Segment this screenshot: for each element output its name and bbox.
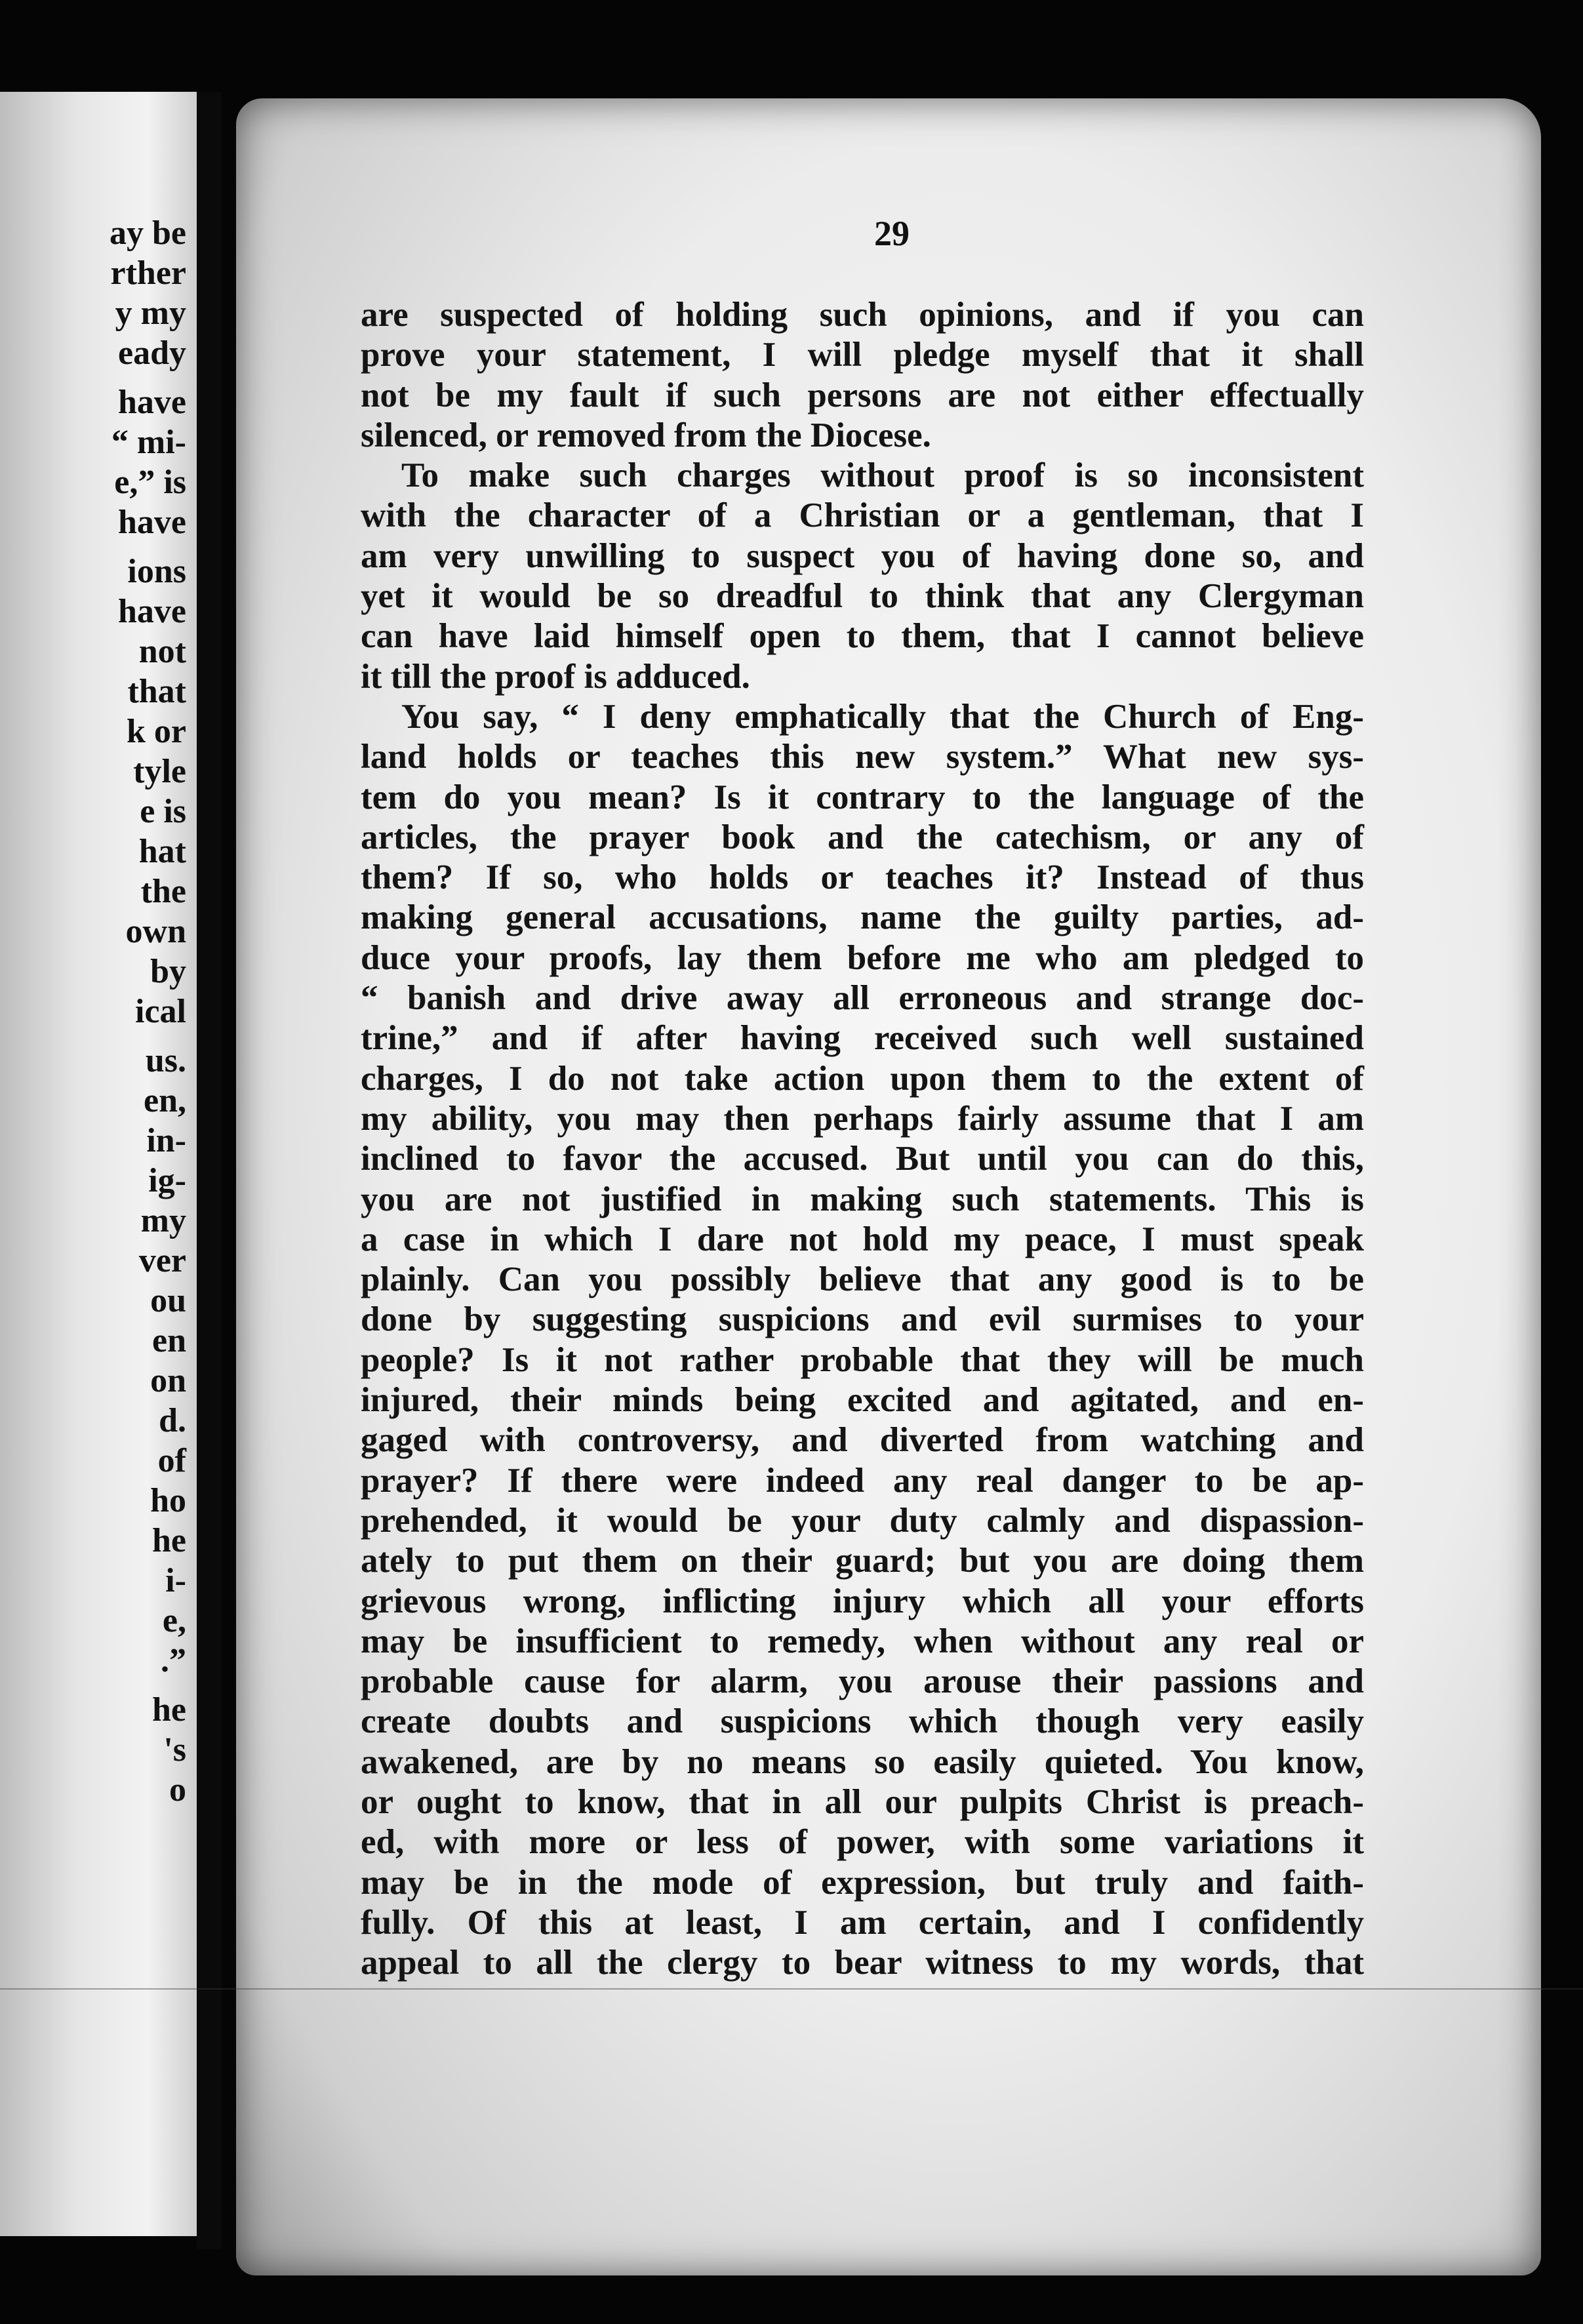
text-line: plainly. Can you possibly believe that any good is to be [361,1260,1364,1299]
text-line: To make such charges without proof is so inconsistent [401,456,1364,495]
text-line: am very unwilling to suspect you of having done so, and [361,536,1364,575]
left-page-text-fragment: he [152,1522,186,1559]
left-page-text-fragment: my [140,1202,186,1239]
left-page-text-fragment: .” [161,1642,186,1679]
left-page-text-fragment: not [138,633,186,670]
text-line: injured, their minds being excited and agitated, and en- [361,1381,1364,1420]
page-number: 29 [874,214,910,253]
text-line: land holds or teaches this new system.” What new sys- [361,738,1364,776]
left-page-text-fragment: ver [138,1242,186,1279]
left-page-text-fragment: have [118,593,186,630]
text-line: are suspected of holding such opinions, and if you can [361,296,1364,334]
text-line: done by suggesting suspicions and evil surmises to your [361,1300,1364,1339]
text-line: with the character of a Christian or a gentleman, that I [361,496,1364,535]
text-line: may be insufficient to remedy, when without any real or [361,1622,1364,1660]
text-line: or ought to know, that in all our pulpits Christ is preach- [361,1782,1364,1821]
left-page-text-fragment: “ mi- [111,424,186,461]
left-page-text-fragment: ig- [148,1162,186,1199]
left-page-text-fragment: own [125,913,186,950]
text-line: probable cause for alarm, you arouse their passions and [361,1662,1364,1701]
text-line: silenced, or removed from the Diocese. [361,416,931,454]
left-page-text-fragment: e is [140,793,186,830]
text-line: create doubts and suspicions which though very easily [361,1702,1364,1741]
left-page-text-fragment: e, [162,1602,186,1639]
text-line: my ability, you may then perhaps fairly assume that I am [361,1099,1364,1138]
left-page-text-fragment: ions [127,553,186,590]
left-page-text-fragment: have [118,504,186,541]
left-page-text-fragment: tyle [133,753,186,790]
left-page-text-fragment: en [152,1322,186,1359]
left-page-text-fragment: ical [135,993,186,1030]
left-page-text-fragment: have [118,384,186,421]
left-page-text-fragment: ay be [110,214,186,252]
left-page-text-fragment: 's [163,1731,186,1769]
text-line: tem do you mean? Is it contrary to the language of the [361,778,1364,816]
left-page-text-fragment: the [140,873,186,910]
text-line: ed, with more or less of power, with some variations it [361,1823,1364,1862]
left-page-text-fragment: e,” is [114,464,186,501]
left-page-fragment [0,92,197,2236]
text-line: people? Is it not rather probable that they will be much [361,1340,1364,1379]
left-page-text-fragment: y my [115,294,186,332]
book-spine [197,92,222,2249]
text-line: trine,” and if after having received such well sustained [361,1019,1364,1058]
left-page-text-fragment: hat [138,833,186,870]
text-line: “ banish and drive away all erroneous and strange doc- [361,979,1364,1018]
left-page-text-fragment: eady [118,334,186,372]
left-page-text-fragment: he [152,1691,186,1729]
left-page-text-fragment: in- [146,1122,186,1159]
text-line: prehended, it would be your duty calmly and dispassion- [361,1501,1364,1540]
text-line: a case in which I dare not hold my peace, I must speak [361,1220,1364,1258]
left-page-text-fragment: k or [127,713,186,750]
text-line: appeal to all the clergy to bear witness to my words, that [361,1944,1364,1982]
text-line: not be my fault if such persons are not either effectually [361,376,1364,414]
text-line: prove your statement, I will pledge myself that it shall [361,336,1364,374]
scan-line-artifact [0,1988,1583,1990]
left-page-text-fragment: on [150,1362,186,1399]
text-line: them? If so, who holds or teaches it? Instead of thus [361,858,1364,897]
text-line: duce your proofs, lay them before me who am pledged to [361,938,1364,977]
body-text [361,295,1364,1983]
text-line: may be in the mode of expression, but truly and faith- [361,1863,1364,1902]
left-page-text-fragment: of [157,1442,186,1479]
text-line: prayer? If there were indeed any real danger to be ap- [361,1461,1364,1500]
left-page-text-fragment: en, [144,1082,186,1119]
left-page-text-fragment: rther [110,254,186,292]
left-page-text-fragment: that [127,673,186,710]
text-line: articles, the prayer book and the catechism, or any of [361,818,1364,856]
left-page-text-fragment: d. [159,1402,186,1439]
text-line: gaged with controversy, and diverted from watching and [361,1421,1364,1460]
text-line: awakened, are by no means so easily quieted. You know, [361,1742,1364,1781]
text-line: inclined to favor the accused. But until you can do this, [361,1140,1364,1178]
text-line: it till the proof is adduced. [361,657,750,696]
left-page-text-fragment: ho [150,1482,186,1519]
text-line: charges, I do not take action upon them to the extent of [361,1059,1364,1098]
text-line: yet it would be so dreadful to think that any Clergyman [361,577,1364,616]
text-line: You say, “ I deny emphatically that the Church of Eng- [401,697,1364,736]
left-page-text-fragment: i- [165,1562,186,1599]
text-line: ately to put them on their guard; but you are doing them [361,1542,1364,1580]
left-page-text-fragment: o [169,1771,186,1809]
left-page-text-fragment: ou [150,1282,186,1319]
left-page-text-fragment: us. [145,1042,186,1079]
text-line: making general accusations, name the guilty parties, ad- [361,898,1364,937]
left-page-text-fragment: by [150,953,186,990]
text-line: you are not justified in making such statements. This is [361,1180,1364,1218]
text-line: can have laid himself open to them, that I cannot believe [361,617,1364,656]
right-page [236,98,1541,2275]
text-line: fully. Of this at least, I am certain, and I confidently [361,1903,1364,1942]
text-line: grievous wrong, inflicting injury which all your efforts [361,1582,1364,1620]
